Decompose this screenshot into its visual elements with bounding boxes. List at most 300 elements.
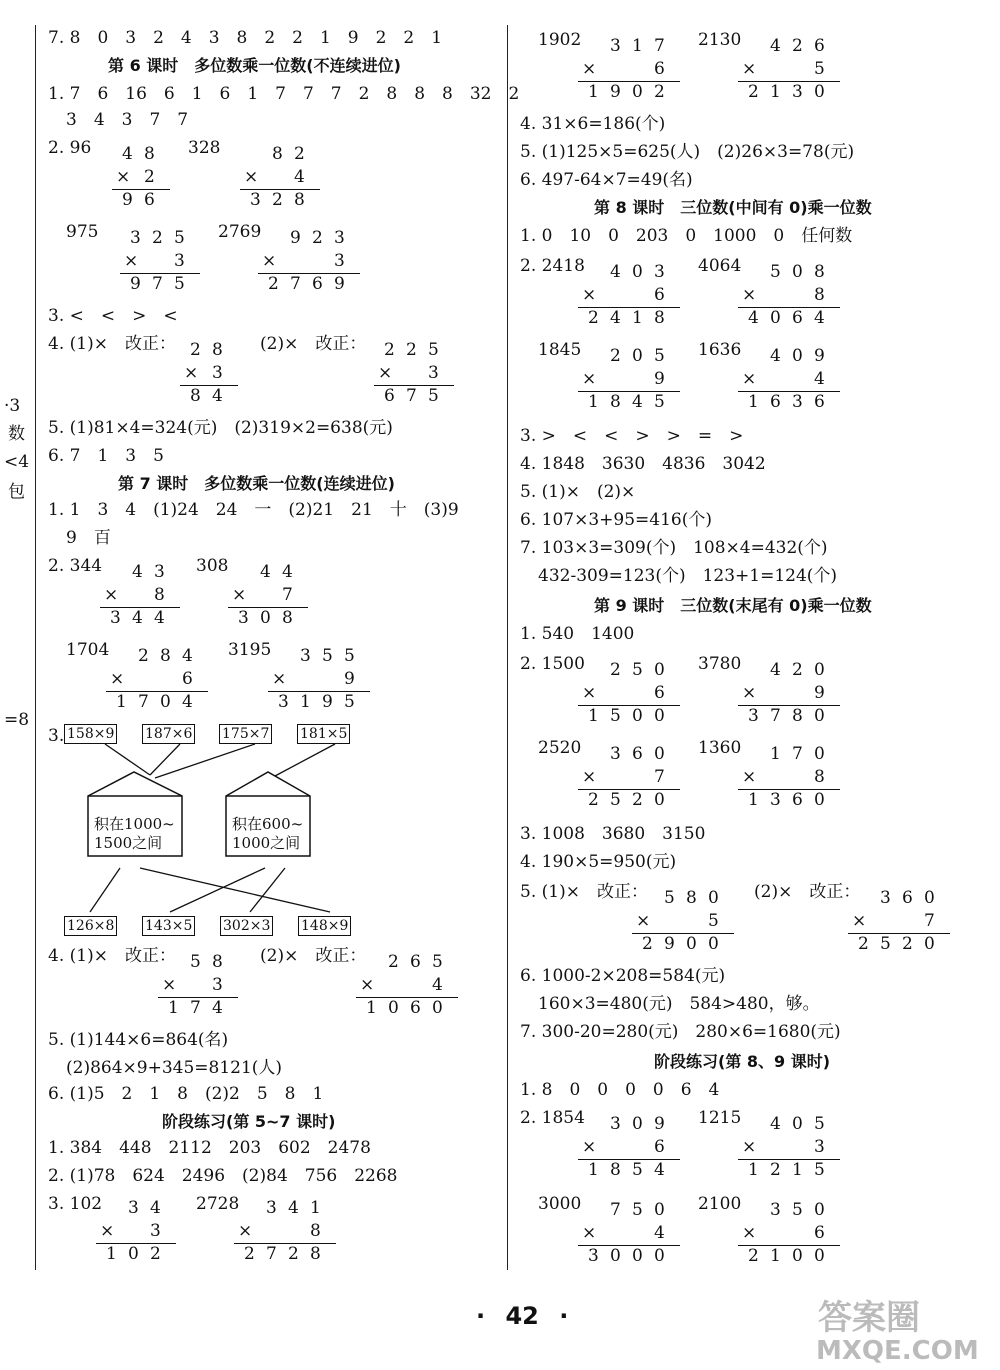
- house-label: 积在600~: [232, 815, 304, 833]
- product-digit: 4: [132, 608, 143, 628]
- multiplicand-digit: 2: [294, 144, 305, 164]
- calc-rule: [738, 1245, 840, 1246]
- times-sign: ×: [742, 767, 757, 787]
- product-digit: 2: [268, 274, 279, 294]
- answer-line: (2)× 改正：: [754, 882, 861, 902]
- times-sign: ×: [582, 767, 597, 787]
- product-digit: 6: [814, 392, 825, 412]
- answer-line: 1. 7 6 16 6 1 6 1 7 7 7 2 8 8 8 32 2: [48, 84, 520, 104]
- product-digit: 8: [610, 1160, 621, 1180]
- product-digit: 4: [814, 308, 825, 328]
- product-digit: 5: [428, 386, 439, 406]
- multiplier-digit: 8: [310, 1221, 321, 1241]
- multiplicand-digit: 5: [654, 346, 665, 366]
- multiplicand-digit: 3: [266, 1198, 277, 1218]
- product-digit: 9: [664, 934, 675, 954]
- multiplicand-digit: 3: [334, 228, 345, 248]
- product-digit: 6: [410, 998, 421, 1018]
- multiplier-digit: 3: [428, 363, 439, 383]
- product-digit: 1: [588, 82, 599, 102]
- product-digit: 4: [212, 386, 223, 406]
- multiplier-digit: 8: [814, 285, 825, 305]
- product-digit: 8: [282, 608, 293, 628]
- multiplicand-digit: 0: [708, 888, 719, 908]
- expression-box: 126×8: [64, 916, 117, 936]
- answer-line: 5. (1)144×6=864(名): [48, 1030, 229, 1050]
- multiplicand-digit: 4: [122, 144, 133, 164]
- product-digit: 2: [588, 308, 599, 328]
- calc-rule: [120, 273, 200, 274]
- product-digit: 4: [748, 308, 759, 328]
- product-digit: 0: [654, 1246, 665, 1266]
- product-digit: 0: [388, 998, 399, 1018]
- product-digit: 1: [588, 392, 599, 412]
- product-digit: 1: [588, 706, 599, 726]
- multiplicand-digit: 6: [410, 952, 421, 972]
- product-digit: 0: [432, 998, 443, 1018]
- product-digit: 2: [902, 934, 913, 954]
- product-digit: 7: [138, 692, 149, 712]
- answer-line: 3. 102: [48, 1194, 103, 1214]
- multiplicand-digit: 2: [388, 952, 399, 972]
- product-digit: 7: [406, 386, 417, 406]
- multiplier-digit: 5: [708, 911, 719, 931]
- answer-value: 975: [66, 222, 99, 242]
- house-label: 积在1000~: [94, 815, 175, 833]
- multiplier-digit: 7: [282, 585, 293, 605]
- multiplicand-digit: 2: [610, 346, 621, 366]
- product-digit: 6: [384, 386, 395, 406]
- multiplicand-digit: 3: [654, 262, 665, 282]
- expression-box: 181×5: [297, 724, 350, 744]
- product-digit: 4: [154, 608, 165, 628]
- product-digit: 6: [770, 392, 781, 412]
- answer-line: 3. < < > <: [48, 306, 178, 326]
- page-dot: ·: [559, 1302, 569, 1330]
- multiplicand-digit: 5: [428, 340, 439, 360]
- product-digit: 5: [654, 392, 665, 412]
- product-digit: 2: [654, 82, 665, 102]
- expression-box: 175×7: [219, 724, 272, 744]
- product-digit: 3: [588, 1246, 599, 1266]
- answer-line: 1. 384 448 2112 203 602 2478: [48, 1138, 371, 1158]
- multiplicand-digit: 8: [686, 888, 697, 908]
- calc-rule: [738, 705, 840, 706]
- answer-line: 3.: [48, 726, 65, 746]
- answer-value: 3195: [228, 640, 272, 660]
- answer-line: (2)× 改正：: [260, 946, 367, 966]
- product-digit: 1: [632, 308, 643, 328]
- multiplier-digit: 9: [654, 369, 665, 389]
- answer-value: 2728: [196, 1194, 240, 1214]
- margin-fragment: <4: [4, 452, 30, 472]
- calc-rule: [578, 81, 680, 82]
- multiplicand-digit: 5: [814, 1114, 825, 1134]
- product-digit: 3: [250, 190, 261, 210]
- multiplicand-digit: 2: [792, 36, 803, 56]
- multiplicand-digit: 5: [174, 228, 185, 248]
- product-digit: 0: [770, 308, 781, 328]
- multiplier-digit: 3: [334, 251, 345, 271]
- product-digit: 6: [144, 190, 155, 210]
- calc-rule: [268, 691, 370, 692]
- multiplier-digit: 4: [654, 1223, 665, 1243]
- multiplicand-digit: 3: [610, 1114, 621, 1134]
- answer-line: 4. (1)× 改正：: [48, 946, 176, 966]
- lesson-heading: 第 7 课时 多位数乘一位数(连续进位): [118, 474, 395, 493]
- product-digit: 9: [334, 274, 345, 294]
- multiplier-digit: 6: [654, 59, 665, 79]
- product-digit: 3: [792, 82, 803, 102]
- multiplicand-digit: 0: [632, 1114, 643, 1134]
- answer-line: 1. 540 1400: [520, 624, 635, 644]
- product-digit: 6: [792, 790, 803, 810]
- times-sign: ×: [742, 59, 757, 79]
- answer-line: 7. 300-20=280(元) 280×6=1680(元): [520, 1022, 841, 1042]
- answer-value: 2100: [698, 1194, 742, 1214]
- multiplier-digit: 6: [182, 669, 193, 689]
- product-digit: 0: [814, 706, 825, 726]
- multiplicand-digit: 4: [282, 562, 293, 582]
- multiplicand-digit: 8: [212, 340, 223, 360]
- times-sign: ×: [104, 585, 119, 605]
- times-sign: ×: [742, 285, 757, 305]
- product-digit: 7: [770, 706, 781, 726]
- expression-box: 158×9: [64, 724, 117, 744]
- multiplicand-digit: 2: [792, 660, 803, 680]
- calc-rule: [180, 385, 238, 386]
- product-digit: 5: [344, 692, 355, 712]
- multiplier-digit: 6: [654, 285, 665, 305]
- product-digit: 2: [642, 934, 653, 954]
- times-sign: ×: [742, 369, 757, 389]
- times-sign: ×: [238, 1221, 253, 1241]
- answer-value: 4064: [698, 256, 742, 276]
- answer-line: 5. (1)× 改正：: [520, 882, 648, 902]
- watermark-url: MXQE.COM: [816, 1336, 979, 1366]
- calc-rule: [738, 391, 840, 392]
- answer-line: 4. 1848 3630 4836 3042: [520, 454, 766, 474]
- multiplier-digit: 2: [144, 167, 155, 187]
- multiplicand-digit: 8: [160, 646, 171, 666]
- product-digit: 0: [654, 706, 665, 726]
- product-digit: 1: [116, 692, 127, 712]
- lesson-heading: 第 9 课时 三位数(末尾有 0)乘一位数: [594, 596, 872, 615]
- times-sign: ×: [272, 669, 287, 689]
- product-digit: 4: [182, 692, 193, 712]
- multiplicand-digit: 2: [190, 340, 201, 360]
- calc-rule: [158, 997, 238, 998]
- multiplicand-digit: 1: [770, 744, 781, 764]
- stage-heading: 阶段练习(第 5~7 课时): [162, 1112, 336, 1131]
- product-digit: 6: [792, 308, 803, 328]
- answer-line: 5. (1)81×4=324(元) (2)319×2=638(元): [48, 418, 393, 438]
- product-digit: 0: [128, 1244, 139, 1264]
- answer-line: 2. 1854: [520, 1108, 585, 1128]
- multiplicand-digit: 2: [384, 340, 395, 360]
- answer-line: 6. (1)5 2 1 8 (2)2 5 8 1: [48, 1084, 324, 1104]
- times-sign: ×: [184, 363, 199, 383]
- answer-line: 1. 0 10 0 203 0 1000 0 任何数: [520, 226, 853, 246]
- answer-value: 2769: [218, 222, 262, 242]
- product-digit: 0: [632, 706, 643, 726]
- calc-rule: [100, 607, 180, 608]
- calc-rule: [106, 691, 208, 692]
- product-digit: 1: [168, 998, 179, 1018]
- multiplicand-digit: 0: [792, 1114, 803, 1134]
- product-digit: 0: [814, 82, 825, 102]
- multiplicand-digit: 0: [792, 262, 803, 282]
- multiplicand-digit: 6: [902, 888, 913, 908]
- product-digit: 9: [122, 190, 133, 210]
- multiplicand-digit: 9: [814, 346, 825, 366]
- answer-line: 2. 2418: [520, 256, 585, 276]
- calc-rule: [632, 933, 734, 934]
- product-digit: 0: [708, 934, 719, 954]
- multiplicand-digit: 4: [150, 1198, 161, 1218]
- multiplicand-digit: 3: [130, 228, 141, 248]
- times-sign: ×: [742, 1223, 757, 1243]
- multiplicand-digit: 8: [144, 144, 155, 164]
- multiplier-digit: 4: [432, 975, 443, 995]
- product-digit: 1: [748, 1160, 759, 1180]
- calc-rule: [578, 1245, 680, 1246]
- times-sign: ×: [852, 911, 867, 931]
- multiplicand-digit: 2: [312, 228, 323, 248]
- margin-fragment: ·3: [4, 396, 21, 416]
- multiplicand-digit: 4: [260, 562, 271, 582]
- multiplier-digit: 3: [174, 251, 185, 271]
- product-digit: 2: [748, 1246, 759, 1266]
- product-digit: 4: [212, 998, 223, 1018]
- calc-rule: [112, 189, 170, 190]
- answer-value: 3000: [538, 1194, 582, 1214]
- multiplicand-digit: 8: [272, 144, 283, 164]
- answer-line: 7. 8 0 3 2 4 3 8 2 2 1 9 2 2 1: [48, 28, 443, 48]
- product-digit: 1: [588, 1160, 599, 1180]
- multiplier-digit: 7: [924, 911, 935, 931]
- times-sign: ×: [582, 369, 597, 389]
- calc-rule: [738, 789, 840, 790]
- margin-fragment: 包: [8, 482, 25, 502]
- product-digit: 0: [814, 1246, 825, 1266]
- multiplicand-digit: 7: [792, 744, 803, 764]
- multiplicand-digit: 5: [322, 646, 333, 666]
- multiplier-digit: 9: [814, 683, 825, 703]
- product-digit: 8: [310, 1244, 321, 1264]
- multiplier-digit: 9: [344, 669, 355, 689]
- multiplicand-digit: 4: [770, 1114, 781, 1134]
- answer-value: 308: [196, 556, 229, 576]
- answer-line: (2)× 改正：: [260, 334, 367, 354]
- product-digit: 5: [610, 706, 621, 726]
- product-digit: 3: [770, 790, 781, 810]
- product-digit: 7: [190, 998, 201, 1018]
- product-digit: 8: [654, 308, 665, 328]
- multiplicand-digit: 4: [132, 562, 143, 582]
- times-sign: ×: [162, 975, 177, 995]
- multiplicand-digit: 4: [770, 36, 781, 56]
- product-digit: 2: [858, 934, 869, 954]
- product-digit: 1: [366, 998, 377, 1018]
- multiplicand-digit: 7: [654, 36, 665, 56]
- multiplicand-digit: 3: [770, 1200, 781, 1220]
- multiplier-digit: 6: [654, 683, 665, 703]
- answer-line: 6. 7 1 3 5: [48, 446, 164, 466]
- multiplicand-digit: 1: [310, 1198, 321, 1218]
- multiplier-digit: 6: [814, 1223, 825, 1243]
- expression-box: 143×5: [142, 916, 195, 936]
- answer-line: 432-309=123(个) 123+1=124(个): [538, 566, 838, 586]
- times-sign: ×: [582, 285, 597, 305]
- times-sign: ×: [116, 167, 131, 187]
- multiplicand-digit: 2: [152, 228, 163, 248]
- product-digit: 0: [654, 790, 665, 810]
- product-digit: 0: [924, 934, 935, 954]
- answer-line: 5. (1)× (2)×: [520, 482, 636, 502]
- multiplicand-digit: 0: [654, 1200, 665, 1220]
- answer-line: 1. 1 3 4 (1)24 24 一 (2)21 21 十 (3)9: [48, 500, 459, 520]
- answer-value: 1902: [538, 30, 582, 50]
- multiplicand-digit: 0: [814, 1200, 825, 1220]
- product-digit: 1: [792, 1160, 803, 1180]
- expression-box: 148×9: [298, 916, 351, 936]
- multiplier-digit: 3: [212, 975, 223, 995]
- page-dot: ·: [476, 1302, 486, 1330]
- multiplicand-digit: 0: [814, 744, 825, 764]
- product-digit: 7: [266, 1244, 277, 1264]
- multiplier-digit: 5: [814, 59, 825, 79]
- answer-line: 2. (1)78 624 2496 (2)84 756 2268: [48, 1166, 398, 1186]
- product-digit: 4: [632, 392, 643, 412]
- product-digit: 1: [748, 392, 759, 412]
- calc-rule: [578, 1159, 680, 1160]
- multiplicand-digit: 4: [182, 646, 193, 666]
- multiplicand-digit: 6: [632, 744, 643, 764]
- product-digit: 2: [150, 1244, 161, 1264]
- house-label: 1500之间: [94, 834, 163, 852]
- answer-line: 6. 107×3+95=416(个): [520, 510, 712, 530]
- answer-line: 2. 1500: [520, 654, 585, 674]
- multiplicand-digit: 2: [406, 340, 417, 360]
- product-digit: 1: [748, 790, 759, 810]
- product-digit: 9: [130, 274, 141, 294]
- calc-rule: [848, 933, 950, 934]
- lesson-heading: 第 8 课时 三位数(中间有 0)乘一位数: [594, 198, 872, 217]
- product-digit: 8: [792, 706, 803, 726]
- times-sign: ×: [360, 975, 375, 995]
- times-sign: ×: [232, 585, 247, 605]
- times-sign: ×: [742, 1137, 757, 1157]
- multiplicand-digit: 3: [610, 744, 621, 764]
- answer-value: 1636: [698, 340, 742, 360]
- product-digit: 1: [770, 82, 781, 102]
- multiplicand-digit: 7: [610, 1200, 621, 1220]
- multiplicand-digit: 5: [632, 1200, 643, 1220]
- calc-rule: [258, 273, 360, 274]
- left-margin-rule: [35, 25, 36, 1270]
- multiplicand-digit: 6: [814, 36, 825, 56]
- answer-value: 3780: [698, 654, 742, 674]
- answer-value: 1704: [66, 640, 110, 660]
- multiplicand-digit: 5: [770, 262, 781, 282]
- answer-line: 6. 1000-2×208=584(元): [520, 966, 726, 986]
- multiplicand-digit: 4: [610, 262, 621, 282]
- multiplicand-digit: 3: [610, 36, 621, 56]
- page-number-value: 42: [505, 1302, 539, 1330]
- product-digit: 5: [174, 274, 185, 294]
- multiplicand-digit: 3: [154, 562, 165, 582]
- answer-value: 2520: [538, 738, 582, 758]
- product-digit: 8: [190, 386, 201, 406]
- margin-fragment: =8: [4, 710, 30, 730]
- multiplicand-digit: 5: [792, 1200, 803, 1220]
- product-digit: 1: [770, 1246, 781, 1266]
- product-digit: 6: [312, 274, 323, 294]
- answer-line: 4. 31×6=186(个): [520, 114, 666, 134]
- answer-value: 328: [188, 138, 221, 158]
- product-digit: 0: [632, 1246, 643, 1266]
- product-digit: 4: [654, 1160, 665, 1180]
- calc-rule: [738, 1159, 840, 1160]
- answer-value: 1215: [698, 1108, 742, 1128]
- product-digit: 3: [238, 608, 249, 628]
- multiplicand-digit: 3: [128, 1198, 139, 1218]
- product-digit: 0: [686, 934, 697, 954]
- multiplicand-digit: 5: [664, 888, 675, 908]
- product-digit: 0: [814, 790, 825, 810]
- multiplier-digit: 8: [814, 767, 825, 787]
- product-digit: 5: [814, 1160, 825, 1180]
- multiplicand-digit: 2: [138, 646, 149, 666]
- multiplier-digit: 3: [212, 363, 223, 383]
- calc-rule: [738, 307, 840, 308]
- watermark-logo: 答案圈: [818, 1298, 920, 1338]
- product-digit: 8: [610, 392, 621, 412]
- product-digit: 3: [110, 608, 121, 628]
- multiplicand-digit: 0: [654, 744, 665, 764]
- product-digit: 2: [748, 82, 759, 102]
- answer-line: 6. 497-64×7=49(名): [520, 170, 693, 190]
- times-sign: ×: [124, 251, 139, 271]
- product-digit: 2: [288, 1244, 299, 1264]
- multiplier-digit: 7: [654, 767, 665, 787]
- product-digit: 8: [294, 190, 305, 210]
- margin-fragment: 数: [8, 424, 25, 444]
- multiplicand-digit: 9: [290, 228, 301, 248]
- product-digit: 4: [610, 308, 621, 328]
- times-sign: ×: [262, 251, 277, 271]
- lesson-heading: 第 6 课时 多位数乘一位数(不连续进位): [108, 56, 401, 75]
- multiplicand-digit: 0: [814, 660, 825, 680]
- calc-rule: [356, 997, 458, 998]
- answer-line: 5. (1)125×5=625(人) (2)26×3=78(元): [520, 142, 855, 162]
- multiplicand-digit: 0: [792, 346, 803, 366]
- calc-rule: [578, 789, 680, 790]
- product-digit: 3: [278, 692, 289, 712]
- calc-rule: [228, 607, 308, 608]
- multiplicand-digit: 0: [632, 346, 643, 366]
- calc-rule: [240, 189, 320, 190]
- multiplier-digit: 3: [150, 1221, 161, 1241]
- calc-rule: [578, 307, 680, 308]
- product-digit: 5: [610, 790, 621, 810]
- multiplicand-digit: 4: [770, 660, 781, 680]
- multiplicand-digit: 8: [212, 952, 223, 972]
- product-digit: 1: [106, 1244, 117, 1264]
- multiplicand-digit: 5: [632, 660, 643, 680]
- expression-box: 302×3: [220, 916, 273, 936]
